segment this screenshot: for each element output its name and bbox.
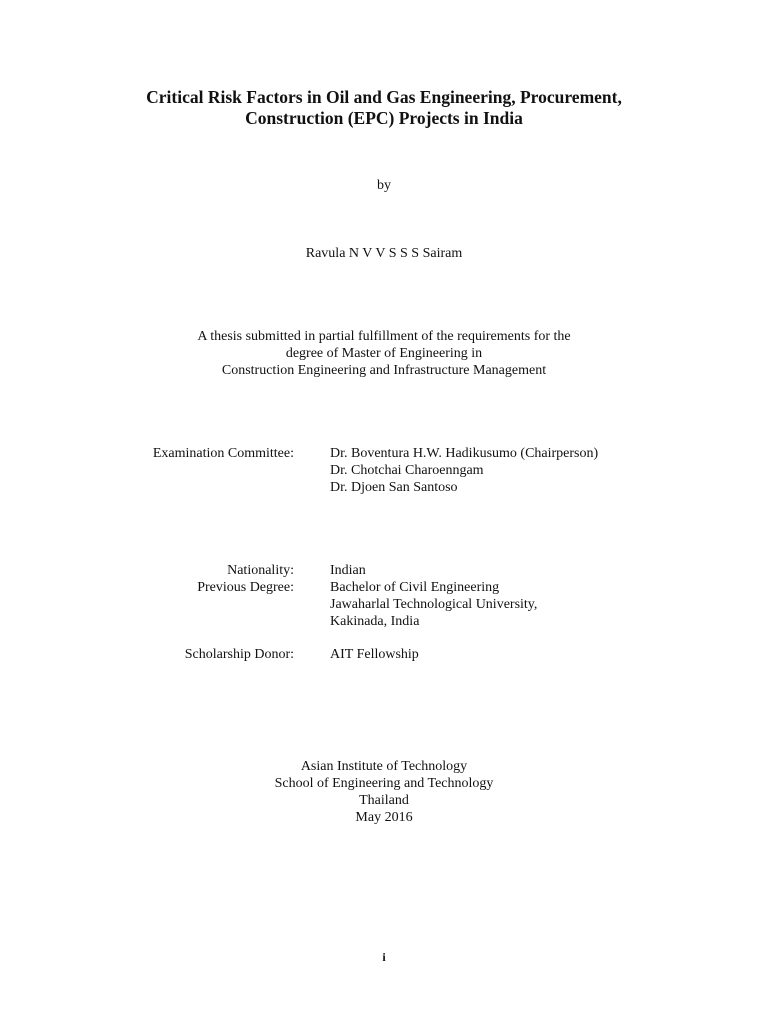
institution-name: Asian Institute of Technology xyxy=(300,759,468,774)
country: Thailand xyxy=(359,793,409,808)
previous-degree-value xyxy=(330,579,537,630)
thesis-title-line-1: Critical Risk Factors in Oil and Gas Engineering, Procurement, xyxy=(146,87,622,107)
purpose-line-3: Construction Engineering and Infrastructure Management xyxy=(221,363,547,378)
previous-degree-line: Bachelor of Civil Engineering xyxy=(330,580,500,595)
examination-committee-label: Examination Committee: xyxy=(152,446,294,461)
nationality-label: Nationality: xyxy=(227,563,294,578)
thesis-title-line-2: Construction (EPC) Projects in India xyxy=(245,108,523,128)
purpose-line-1: A thesis submitted in partial fulfillment of the requirements for the xyxy=(197,329,571,344)
scholarship-donor-label: Scholarship Donor: xyxy=(184,647,294,662)
previous-degree-label: Previous Degree: xyxy=(197,580,294,595)
purpose-line-2: degree of Master of Engineering in xyxy=(285,346,483,361)
committee-member: Dr. Chotchai Charoenngam xyxy=(330,463,484,478)
by-line: by xyxy=(377,178,391,193)
committee-member: Dr. Boventura H.W. Hadikusumo (Chairperson) xyxy=(330,446,599,461)
page-number: i xyxy=(382,950,386,964)
submission-date: May 2016 xyxy=(355,810,413,825)
author-name: Ravula N V V S S S Sairam xyxy=(305,246,463,261)
nationality-value: Indian xyxy=(330,563,366,578)
thesis-title xyxy=(0,87,768,129)
examination-committee-members xyxy=(330,445,598,496)
previous-degree-line: Jawaharlal Technological University, xyxy=(330,597,538,612)
institution-block xyxy=(0,758,768,826)
previous-degree-line: Kakinada, India xyxy=(330,614,420,629)
thesis-purpose xyxy=(0,328,768,379)
scholarship-donor-value: AIT Fellowship xyxy=(330,647,419,662)
school-name: School of Engineering and Technology xyxy=(274,776,494,791)
committee-member: Dr. Djoen San Santoso xyxy=(330,480,458,495)
